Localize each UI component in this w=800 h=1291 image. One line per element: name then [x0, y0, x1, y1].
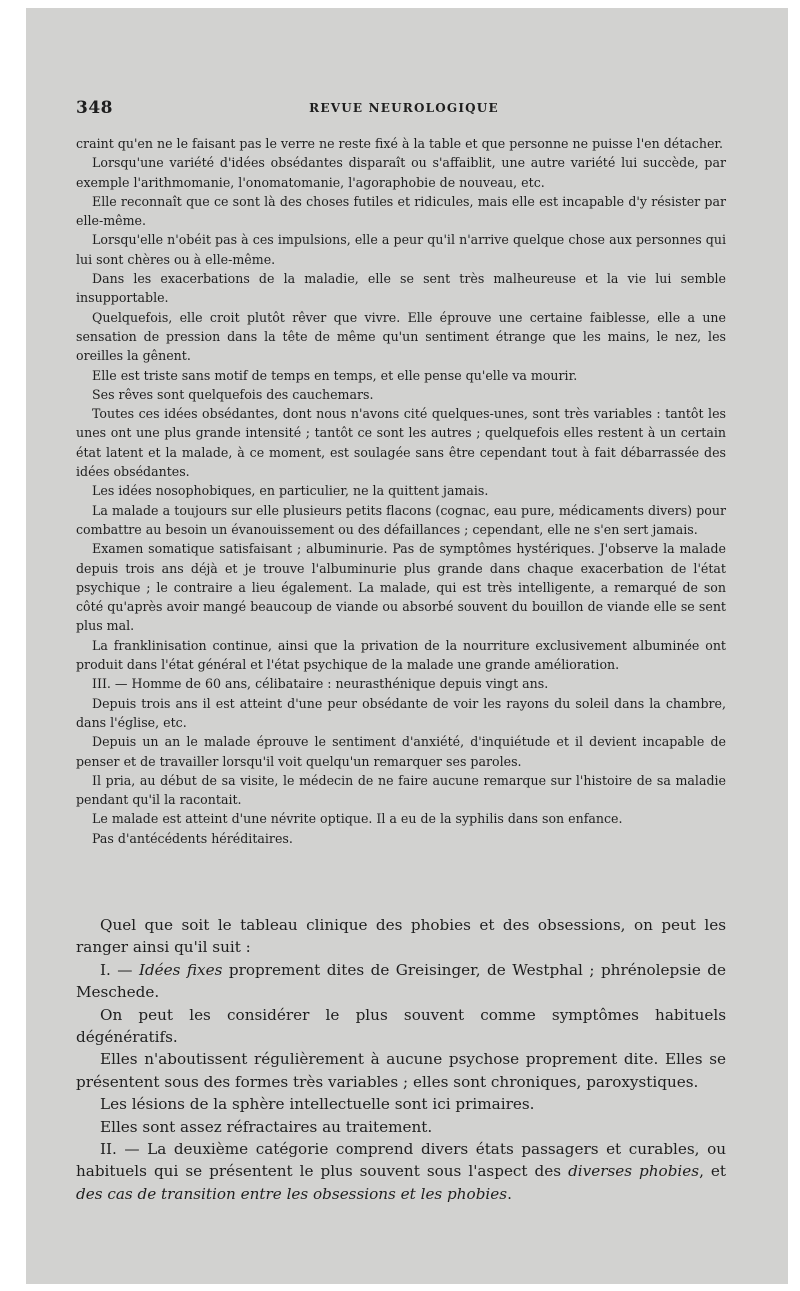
category-two — [76, 1138, 726, 1205]
category-numeral: I. — — [100, 960, 139, 979]
text-span: II. — La deuxième catégorie comprend divers états passagers et curables, ou habituels qui se présentent le plus souvent sous l'aspect des — [76, 1140, 726, 1181]
paragraph: La franklinisation continue, ainsi que la privation de la nourriture exclusivement albuminée ont produit dans l'état général et l'état psychique de la malade une grande amélioration. — [76, 637, 726, 673]
paragraph: Quel que soit le tableau clinique des phobies et des obsessions, on peut les ranger ainsi qu'il suit : — [76, 916, 726, 957]
category-one — [76, 959, 726, 1004]
paragraph: Elles n'aboutissent régulièrement à aucune psychose proprement dite. Elles se présentent sous des formes très variables ; elles sont chroniques, paroxystiques. — [76, 1050, 726, 1091]
paragraph: Pas d'antécédents héréditaires. — [92, 830, 293, 846]
case-observations — [76, 134, 726, 848]
italic-term: Idées fixes — [138, 960, 223, 979]
paragraph: Elle est triste sans motif de temps en temps, et elle pense qu'elle va mourir. — [92, 367, 578, 383]
italic-term: diverses phobies — [568, 1162, 700, 1181]
paragraph: craint qu'en ne le faisant pas le verre ne reste fixé à la table et que personne ne puisse l'en détacher. — [76, 136, 724, 151]
text-span: . — [507, 1184, 512, 1203]
paragraph: Dans les exacerbations de la maladie, elle se sent très malheureuse et la vie lui semble insupportable. — [76, 271, 726, 306]
page-number: 348 — [76, 98, 113, 118]
paragraph: Depuis trois ans il est atteint d'une peur obsédante de voir les rayons du soleil dans la chambre, dans l'église, etc. — [76, 695, 726, 730]
paragraph: Ses rêves sont quelquefois des cauchemars. — [92, 386, 374, 402]
paragraph: Les idées nosophobiques, en particulier, ne la quittent jamais. — [92, 483, 489, 499]
paragraph: Il pria, au début de sa visite, le médecin de ne faire aucune remarque sur l'histoire de sa maladie pendant qu'il la racontait. — [76, 772, 726, 808]
paragraph: Les lésions de la sphère intellectuelle sont ici primaires. — [100, 1095, 535, 1114]
paragraph: Le malade est atteint d'une névrite optique. Il a eu de la syphilis dans son enfance. — [92, 811, 623, 827]
paragraph: Examen somatique satisfaisant ; albuminurie. Pas de symptômes hystériques. J'observe la malade depuis trois ans déjà et je trouve l'albuminurie plus grande dans chaque exacerbation de l'état psychique ; le contraire a lieu également. La malade, qui est très intelligente, a remarqué de son côté qu'après avoir mangé beaucoup de viande ou absorbé souvent du bouillon de viande elle se sent plus mal. — [76, 541, 726, 634]
scanned-page — [26, 8, 788, 1284]
paragraph: Toutes ces idées obsédantes, dont nous n'avons cité quelques-unes, sont très variables : tantôt les unes ont une plus grande intensité ; tantôt ce sont les autres ; quelquefois elles restent à un certain état latent et la malade, à ce moment, est soulagée sans être cependant tout à fait débarrassée des idées obsédantes. — [76, 406, 726, 480]
case-heading: III. — Homme de 60 ans, célibataire : neurasthénique depuis vingt ans. — [92, 676, 549, 692]
page-header — [76, 98, 732, 120]
paragraph: Lorsqu'elle n'obéit pas à ces impulsions, elle a peur qu'il n'arrive quelque chose aux personnes qui lui sont chères ou à elle-même. — [76, 232, 726, 267]
paragraph: Elles sont assez réfractaires au traitement. — [100, 1117, 433, 1136]
paragraph: Lorsqu'une variété d'idées obsédantes disparaît ou s'affaiblit, une autre variété lui succède, par exemple l'arithmomanie, l'onomatomanie, l'agoraphobie de nouveau, etc. — [76, 155, 726, 190]
paragraph: La malade a toujours sur elle plusieurs petits flacons (cognac, eau pure, médicaments divers) pour combattre au besoin un évanouissement ou des défaillances ; cependant, elle ne s'en sert jamais. — [76, 502, 726, 537]
classification-text — [76, 914, 726, 1205]
paragraph: Depuis un an le malade éprouve le sentiment d'anxiété, d'inquiétude et il devient incapable de penser et de travailler lorsqu'il voit quelqu'un remarquer ses paroles. — [76, 734, 726, 769]
paragraph: Quelquefois, elle croit plutôt rêver que vivre. Elle éprouve une certaine faiblesse, elle a une sensation de pression dans la tête de même qu'un sentiment étrange que les mains, le nez, les oreilles la gênent. — [76, 309, 726, 364]
text-span: , et — [699, 1162, 726, 1181]
running-title: REVUE NEUROLOGIQUE — [309, 101, 499, 115]
paragraph: On peut les considérer le plus souvent comme symptômes habituels dégénératifs. — [76, 1005, 726, 1047]
italic-term: des cas de transition entre les obsessions et les phobies — [76, 1184, 508, 1203]
paragraph: Elle reconnaît que ce sont là des choses futiles et ridicules, mais elle est incapable d'y résister par elle-même. — [76, 193, 726, 229]
text-span: proprement dites de Greisinger, de Westphal ; phrénolepsie de Meschede. — [76, 960, 727, 1002]
